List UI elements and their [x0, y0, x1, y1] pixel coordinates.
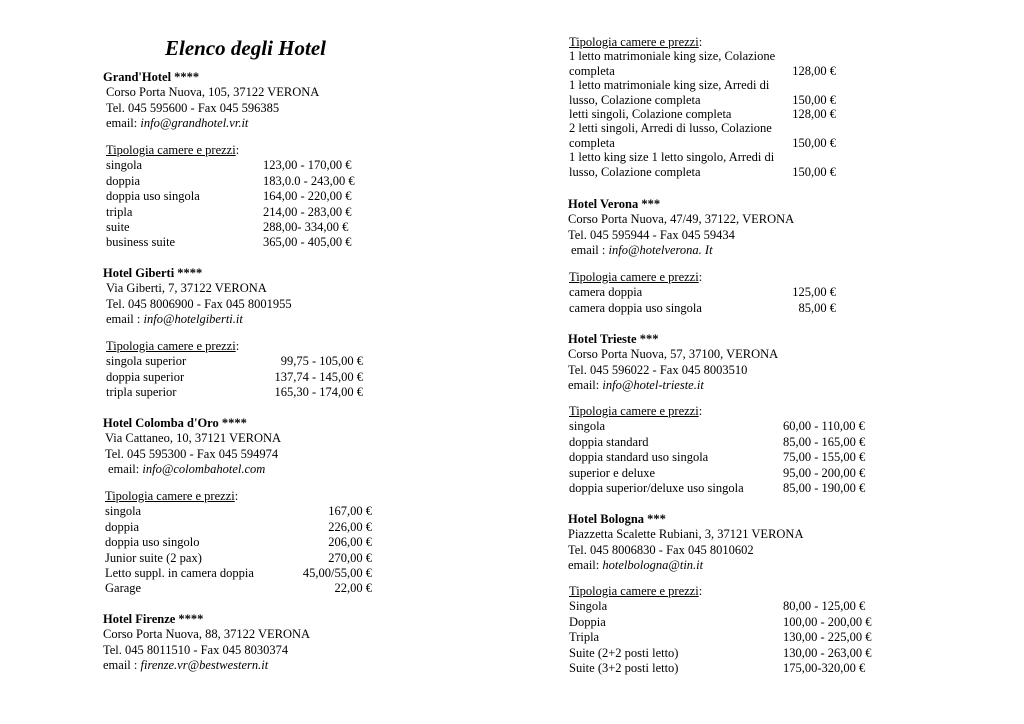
room-type: superior e deluxe	[569, 465, 656, 480]
hotel-email-link[interactable]: hotelbologna@tin.it	[602, 558, 704, 573]
hotel-address: Via Cattaneo, 10, 37121 VERONA	[105, 431, 282, 446]
room-type: business suite	[106, 235, 176, 250]
rate-line	[569, 49, 836, 63]
room-desc: 1 letto matrimoniale king size, Colazione	[569, 49, 776, 64]
room-type: Singola	[569, 599, 608, 614]
rate-row	[569, 285, 836, 300]
room-type: tripla superior	[106, 385, 177, 400]
hotel-giberti-rates: Tipologia camere e prezzi: singola superior 99,75 - 105,00 € doppia superior 137,74 - 145,00 € tripla superior 165,30 - 174,00 €	[106, 339, 366, 401]
hotel-email-link[interactable]: firenze.vr@bestwestern.it	[140, 658, 269, 673]
hotel-firenze-rates: Tipologia camere e prezzi: 1 letto matrimoniale king size, Colazione completa 128,00 € 1 letto matrimoniale king size, Arredi di lusso, Colazione completa 150,00 € letti singoli, Colazione completa 128,00 € 2 letti singoli, Arredi di lusso, Colazione completa 150,00 € 1 letto king size 1 letto singolo, Arredi di lusso, Colazione completa 150,00 €	[569, 35, 836, 179]
room-type: singola	[569, 419, 606, 434]
hotel-colomba-rates: Tipologia camere e prezzi: singola 167,00 € doppia 226,00 € doppia uso singolo 206,00 € Junior suite (2 pax) 270,00 € Letto suppl. in camera doppia 45,00/55,00 € Garage 22,00 €	[105, 489, 372, 596]
room-desc: 1 letto king size 1 letto singolo, Arredi di	[569, 150, 775, 165]
rate-row	[569, 301, 836, 316]
room-price: 150,00 €	[792, 135, 836, 150]
room-price: 85,00 - 165,00 €	[783, 434, 866, 449]
rate-row	[105, 535, 372, 550]
room-type: camera doppia	[569, 285, 643, 300]
rate-line	[569, 78, 836, 92]
hotel-trieste-rates: Tipologia camere e prezzi: singola 60,00 - 110,00 € doppia standard 85,00 - 165,00 € doppia standard uso singola 75,00 - 155,00 € superior e deluxe 95,00 - 200,00 € doppia superior/deluxe uso singola 85,00 - 190,00 €	[569, 404, 873, 496]
hotel-trieste-contact	[568, 332, 848, 394]
room-price: 167,00 €	[328, 504, 372, 519]
room-desc: completa	[569, 135, 615, 150]
room-price: 130,00 - 263,00 €	[783, 645, 872, 660]
room-price: 183,0.0 - 243,00 €	[263, 173, 355, 188]
room-price: 85,00 €	[798, 300, 836, 315]
room-type: doppia superior/deluxe uso singola	[569, 480, 744, 495]
hotel-name: Hotel Bologna ***	[568, 512, 666, 526]
room-type: suite	[106, 219, 130, 234]
room-type: Letto suppl. in camera doppia	[105, 565, 254, 580]
hotel-email-link[interactable]: info@hotelverona. It	[608, 243, 713, 258]
room-type: singola superior	[106, 354, 187, 369]
room-price: 22,00 €	[334, 581, 372, 596]
hotel-address: Corso Porta Nuova, 57, 37100, VERONA	[568, 347, 779, 362]
hotel-bologna-contact	[568, 512, 848, 574]
hotel-email-link[interactable]: info@grandhotel.vr.it	[140, 116, 249, 131]
rate-line	[569, 150, 836, 164]
hotel-giberti-contact	[103, 266, 363, 328]
room-price: 60,00 - 110,00 €	[783, 419, 865, 434]
rate-row	[106, 189, 366, 204]
room-price: 95,00 - 200,00 €	[783, 465, 866, 480]
room-type: doppia superior	[106, 369, 185, 384]
rate-row	[105, 551, 372, 566]
hotel-phone: Tel. 045 595944 - Fax 045 59434	[568, 227, 735, 242]
room-price: 206,00 €	[328, 535, 372, 550]
rate-row	[569, 450, 873, 465]
room-price: 150,00 €	[792, 92, 836, 107]
rate-row	[106, 174, 366, 189]
room-type: doppia standard uso singola	[569, 450, 709, 465]
hotel-grand-rates: Tipologia camere e prezzi: singola 123,00 - 170,00 € doppia 183,0.0 - 243,00 € doppia uso singola 164,00 - 220,00 € tripla 214,00 - 283,00 € suite 288,00- 334,00 € business suite 365,00 - 405,00 €	[106, 143, 366, 251]
room-type: tripla	[106, 204, 133, 219]
hotel-firenze-contact	[103, 612, 383, 674]
hotel-name: Grand'Hotel ****	[103, 70, 200, 84]
hotel-email-line	[103, 116, 363, 131]
hotel-email-line	[568, 558, 848, 573]
hotel-phone: Tel. 045 8011510 - Fax 045 8030374	[103, 642, 289, 657]
rate-row	[569, 419, 873, 434]
room-type: Tripla	[569, 630, 600, 645]
email-label: email:	[568, 378, 600, 393]
rate-line	[569, 165, 836, 179]
hotel-email-line	[568, 378, 848, 393]
rate-row	[106, 220, 366, 235]
rate-line	[569, 136, 836, 150]
rate-row	[106, 205, 366, 220]
email-label: email :	[106, 312, 141, 327]
rate-row	[105, 581, 372, 596]
room-desc: letti singoli, Colazione completa	[569, 106, 732, 121]
room-type: Garage	[105, 581, 142, 596]
hotel-email-line	[103, 658, 383, 673]
hotel-email-link[interactable]: info@hotel-trieste.it	[602, 378, 704, 393]
room-price: 137,74 - 145,00 €	[274, 369, 363, 384]
hotel-phone: Tel. 045 596022 - Fax 045 8003510	[568, 362, 748, 377]
rate-row	[569, 630, 879, 645]
rate-line	[569, 64, 836, 78]
room-price: 45,00/55,00 €	[302, 565, 372, 580]
rates-heading: Tipologia camere e prezzi	[569, 584, 699, 598]
room-price: 214,00 - 283,00 €	[263, 204, 352, 219]
hotel-name: Hotel Trieste ***	[568, 332, 659, 346]
rate-row	[569, 646, 879, 661]
hotel-phone: Tel. 045 8006900 - Fax 045 8001955	[106, 296, 292, 311]
room-desc: 2 letti singoli, Arredi di lusso, Colazione	[569, 121, 772, 136]
hotel-address: Via Giberti, 7, 37122 VERONA	[106, 281, 267, 296]
room-price: 128,00 €	[792, 63, 836, 78]
hotel-email-link[interactable]: info@hotelgiberti.it	[143, 312, 243, 327]
room-desc: 1 letto matrimoniale king size, Arredi di	[569, 78, 770, 93]
rate-row	[106, 235, 366, 250]
room-desc: completa	[569, 63, 615, 78]
room-price: 85,00 - 190,00 €	[783, 480, 866, 495]
rate-row	[569, 615, 879, 630]
rate-row	[105, 566, 372, 581]
room-price: 75,00 - 155,00 €	[783, 450, 866, 465]
rate-row	[105, 504, 372, 519]
rate-row	[569, 435, 873, 450]
rates-heading: Tipologia camere e prezzi	[569, 35, 699, 49]
room-price: 128,00 €	[792, 106, 836, 121]
hotel-address: Corso Porta Nuova, 47/49, 37122, VERONA	[568, 212, 795, 227]
room-type: doppia uso singolo	[105, 535, 200, 550]
hotel-name: Hotel Giberti ****	[103, 266, 203, 280]
hotel-email-line	[103, 312, 363, 327]
rates-heading: Tipologia camere e prezzi	[106, 339, 236, 353]
room-desc: lusso, Colazione completa	[569, 92, 701, 107]
rate-row	[106, 370, 366, 385]
hotel-address: Piazzetta Scalette Rubiani, 3, 37121 VERONA	[568, 527, 804, 542]
room-type: doppia	[105, 519, 140, 534]
hotel-phone: Tel. 045 595600 - Fax 045 596385	[106, 100, 280, 115]
room-type: Suite (2+2 posti letto)	[569, 645, 679, 660]
rate-line	[569, 93, 836, 107]
room-price: 123,00 - 170,00 €	[263, 158, 352, 173]
rate-row	[569, 466, 873, 481]
room-price: 365,00 - 405,00 €	[263, 235, 352, 250]
rates-heading: Tipologia camere e prezzi	[569, 404, 699, 418]
hotel-grand-contact	[103, 70, 363, 132]
hotel-bologna-rates: Tipologia camere e prezzi: Singola 80,00 - 125,00 € Doppia 100,00 - 200,00 € Tripla 130,00 - 225,00 € Suite (2+2 posti letto) 130,00 - 263,00 € Suite (3+2 posti letto) 175,00-320,00 €	[569, 584, 879, 676]
room-price: 288,00- 334,00 €	[263, 219, 349, 234]
room-type: doppia	[106, 173, 141, 188]
hotel-name: Hotel Colomba d'Oro ****	[103, 416, 247, 430]
room-type: Doppia	[569, 614, 606, 629]
rate-line	[569, 121, 836, 135]
page-title: Elenco degli Hotel	[165, 36, 326, 60]
hotel-name: Hotel Verona ***	[568, 197, 661, 211]
rate-line	[569, 107, 836, 121]
email-label: email :	[103, 658, 138, 673]
room-price: 150,00 €	[792, 164, 836, 179]
hotel-colomba-contact	[103, 416, 383, 478]
room-price: 130,00 - 225,00 €	[783, 630, 872, 645]
rate-row	[569, 481, 873, 496]
room-type: singola	[105, 504, 142, 519]
rate-row	[106, 158, 366, 173]
room-price: 165,30 - 174,00 €	[274, 385, 363, 400]
room-price: 270,00 €	[328, 550, 372, 565]
room-price: 226,00 €	[328, 519, 372, 534]
room-price: 164,00 - 220,00 €	[263, 189, 352, 204]
hotel-address: Corso Porta Nuova, 105, 37122 VERONA	[106, 85, 320, 100]
room-price: 80,00 - 125,00 €	[783, 599, 866, 614]
room-type: singola	[106, 158, 143, 173]
room-price: 100,00 - 200,00 €	[783, 614, 872, 629]
rate-row	[105, 520, 372, 535]
room-price: 175,00-320,00 €	[783, 660, 866, 675]
hotel-phone: Tel. 045 595300 - Fax 045 594974	[105, 446, 279, 461]
hotel-email-line	[103, 462, 383, 477]
room-desc: lusso, Colazione completa	[569, 164, 701, 179]
hotel-verona-contact	[568, 197, 848, 259]
rate-row	[569, 599, 879, 614]
hotel-address: Corso Porta Nuova, 88, 37122 VERONA	[103, 627, 311, 642]
room-type: doppia standard	[569, 434, 649, 449]
rates-heading: Tipologia camere e prezzi	[569, 270, 699, 284]
email-label: email:	[568, 558, 600, 573]
hotel-email-link[interactable]: info@colombahotel.com	[142, 462, 266, 477]
room-price: 99,75 - 105,00 €	[280, 354, 363, 369]
rates-heading: Tipologia camere e prezzi	[105, 489, 235, 503]
email-label: email:	[108, 462, 140, 477]
room-price: 125,00 €	[792, 285, 836, 300]
room-type: doppia uso singola	[106, 189, 200, 204]
hotel-name: Hotel Firenze ****	[103, 612, 204, 626]
hotel-verona-rates: Tipologia camere e prezzi: camera doppia 125,00 € camera doppia uso singola 85,00 €	[569, 270, 836, 315]
room-type: Junior suite (2 pax)	[105, 550, 202, 565]
rates-heading: Tipologia camere e prezzi	[106, 143, 236, 157]
room-type: camera doppia uso singola	[569, 300, 702, 315]
email-label: email:	[106, 116, 138, 131]
hotel-phone: Tel. 045 8006830 - Fax 045 8010602	[568, 542, 754, 557]
hotel-email-line	[568, 243, 848, 258]
email-label: email :	[571, 243, 606, 258]
rate-row	[106, 354, 366, 369]
rate-row	[106, 385, 366, 400]
rate-row	[569, 661, 879, 676]
room-type: Suite (3+2 posti letto)	[569, 660, 679, 675]
